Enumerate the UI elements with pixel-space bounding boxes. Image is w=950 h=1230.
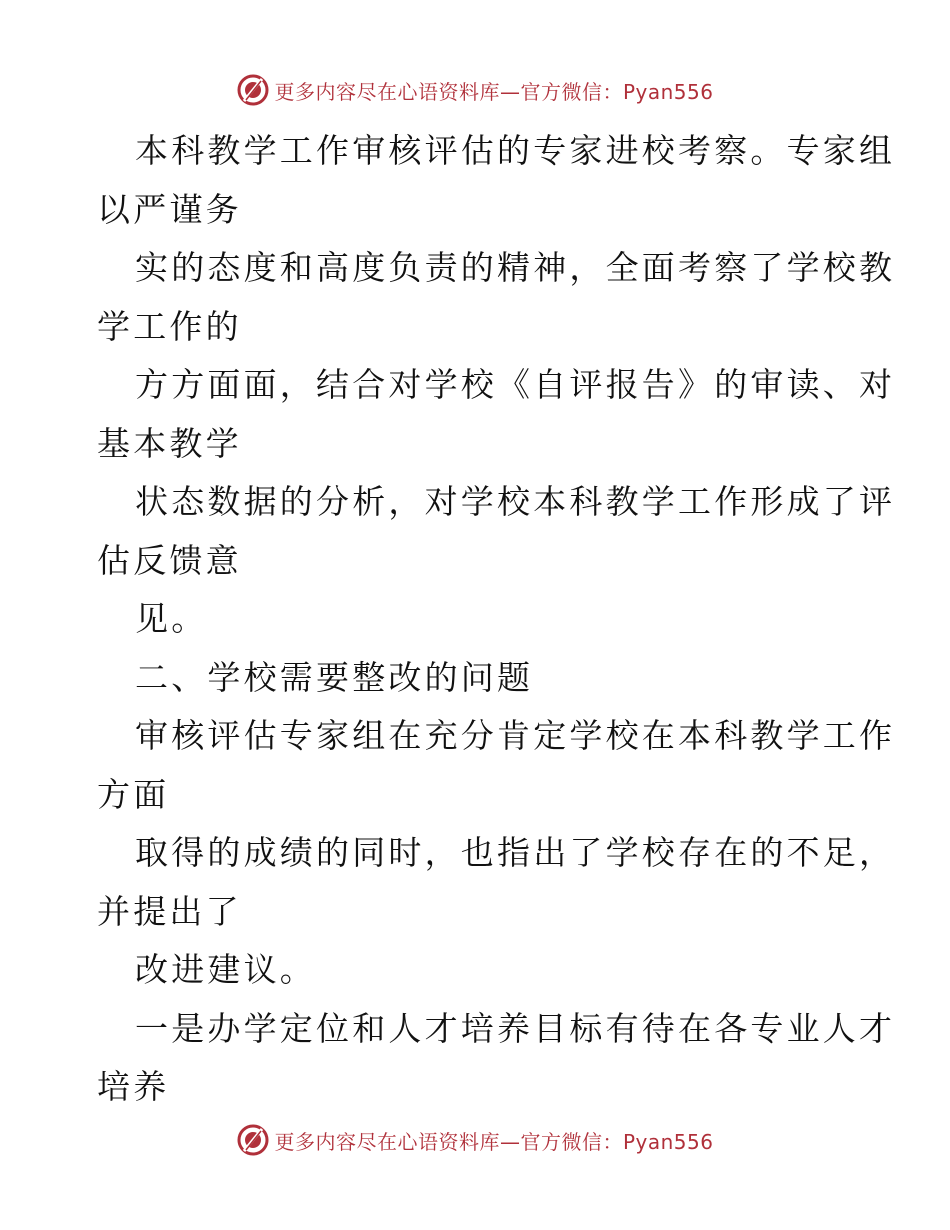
text-line: 审核评估专家组在充分肯定学校在本科教学工作 [135, 716, 896, 755]
text-line: 状态数据的分析，对学校本科教学工作形成了评 [135, 482, 896, 521]
text-line: 以严谨务 [97, 189, 242, 229]
text-line: 培养 [97, 1067, 170, 1106]
header-banner [0, 70, 950, 110]
text-line: 见。 [135, 599, 208, 638]
text-line: 本科教学工作审核评估的专家进校考察。专家组 [135, 131, 896, 170]
header-banner-text: 更多内容尽在心语资料库—官方微信：Pyan556 [274, 79, 714, 104]
text-line: 实的态度和高度负责的精神，全面考察了学校教 [135, 248, 896, 287]
pen-seal-icon [236, 73, 270, 107]
text-line: 改进建议。 [135, 950, 316, 989]
text-line: 学工作的 [97, 306, 242, 346]
text-line: 方方面面，结合对学校《自评报告》的审读、对 [135, 365, 896, 404]
document-body [97, 122, 896, 1117]
text-line: 二、学校需要整改的问题 [135, 657, 534, 697]
footer-banner-text: 更多内容尽在心语资料库—官方微信：Pyan556 [274, 1129, 714, 1154]
text-line: 方面 [97, 774, 170, 814]
text-line: 一是办学定位和人才培养目标有待在各专业人才 [135, 1008, 896, 1048]
text-line: 估反馈意 [97, 540, 242, 580]
text-line: 并提出了 [97, 891, 242, 931]
text-line: 基本教学 [97, 423, 242, 463]
pen-seal-icon [236, 1123, 270, 1157]
footer-banner [0, 1120, 950, 1160]
text-line: 取得的成绩的同时，也指出了学校存在的不足， [135, 833, 896, 872]
